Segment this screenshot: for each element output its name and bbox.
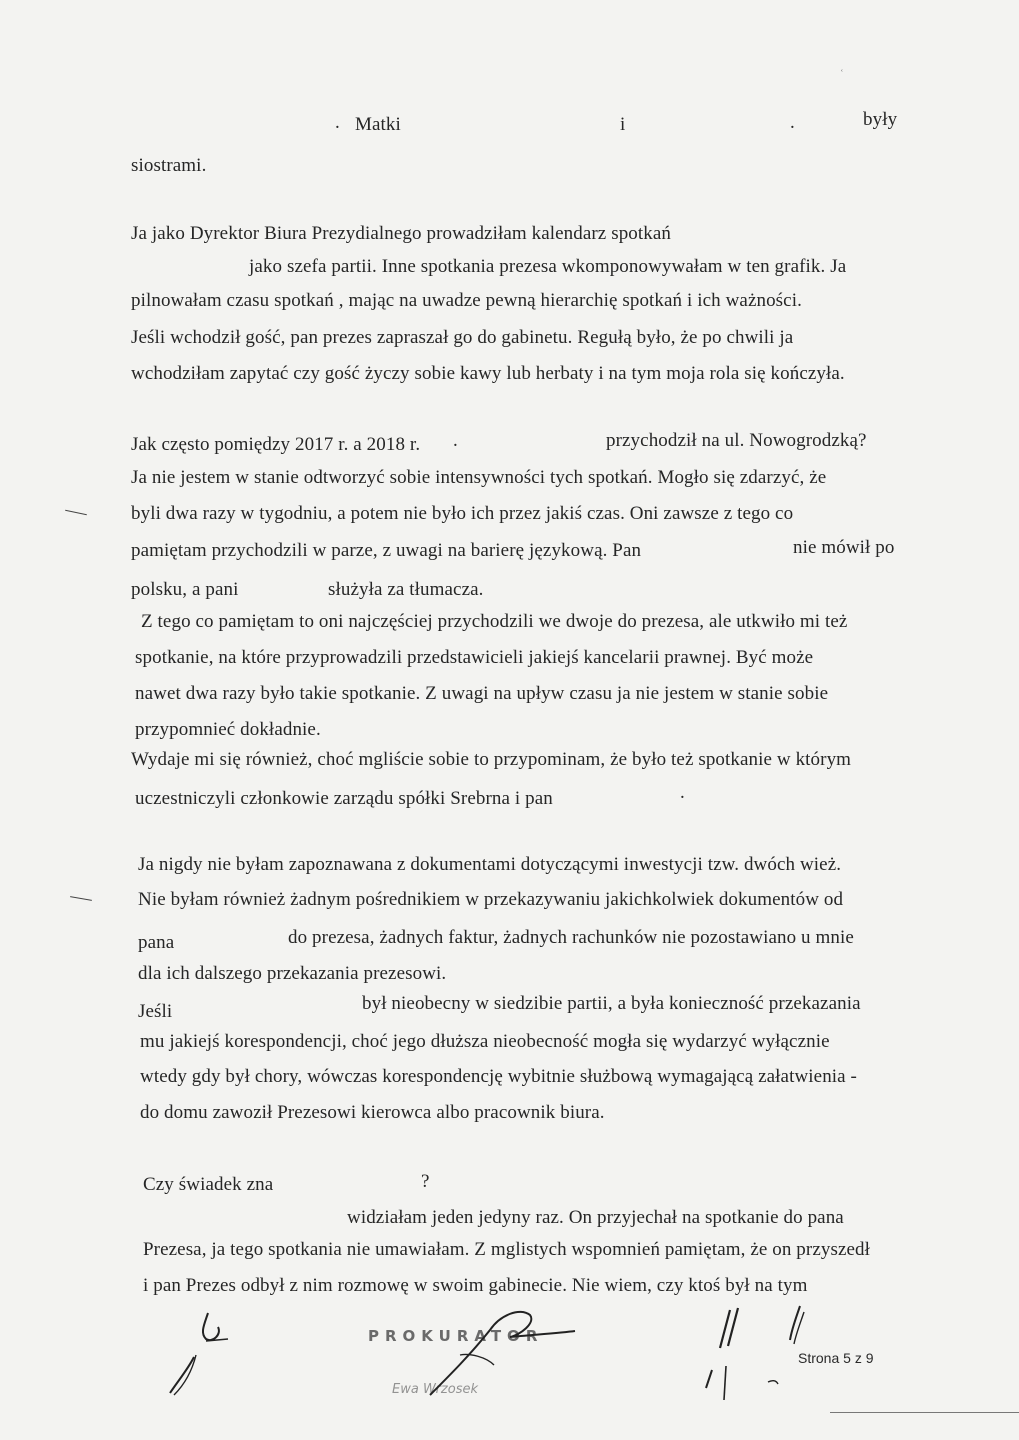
text-line: mu jakiejś korespondencji, choć jego dłuższa nieobecność mogła się wydarzyć wyłącznie [140,1031,830,1052]
text-line: i pan Prezes odbył z nim rozmowę w swoim gabinecie. Nie wiem, czy ktoś był na tym [143,1275,808,1296]
prosecutor-signature [370,1295,580,1405]
text-line: siostrami. [131,155,207,176]
text-line: Ja jako Dyrektor Biura Prezydialnego prowadziłam kalendarz spotkań [131,223,672,244]
text-line: Ja nie jestem w stanie odtworzyć sobie intensywności tych spotkań. Mogło się zdarzyć, że [131,467,827,488]
period-mark: . [790,112,795,133]
text-line: byli dwa razy w tygodniu, a potem nie było ich przez jakiś czas. Oni zawsze z tego co [131,503,794,524]
text-line: dla ich dalszego przekazania prezesowi. [138,963,447,984]
text-line: pilnowałam czasu spotkań , mając na uwadze pewną hierarchię spotkań i ich ważności. [131,290,802,311]
text-line: pamiętam przychodzili w parze, z uwagi na barierę językową. Pan [131,540,642,561]
text-line: Jeśli wchodził gość, pan prezes zapraszał go do gabinetu. Regułą było, że po chwili ja [131,327,794,348]
text-line: Jeśli [138,1001,173,1022]
question-line: ? [421,1171,430,1192]
prosecutor-stamp: PROKURATOR [368,1327,544,1345]
text-line: do domu zawoził Prezesowi kierowca albo pracownik biura. [140,1102,605,1123]
text-line: Prezesa, ja tego spotkania nie umawiałam. Z mglistych wspomnień pamiętam, że on przyszedł [143,1239,870,1260]
signature-right [700,1300,810,1410]
question-line: przychodził na ul. Nowogrodzką? [606,430,867,451]
text-line: do prezesa, żadnych faktur, żadnych rachunków nie pozostawiano u mnie [288,927,854,948]
text-line: Z tego co pamiętam to oni najczęściej przychodzili we dwoje do prezesa, ale utkwiło mi też [141,611,848,632]
bottom-rule [830,1412,1019,1413]
stray-mark: ʿ [840,68,844,80]
text-line: był nieobecny w siedzibie partii, a była konieczność przekazania [362,993,861,1014]
text-line: były [863,109,898,130]
text-line: Wydaje mi się również, choć mgliście sobie to przypominam, że było też spotkanie w którym [131,749,852,770]
period-mark: . [680,782,685,803]
page-number: Strona 5 z 9 [798,1350,874,1366]
question-line: Czy świadek zna [143,1174,274,1195]
text-line: wtedy gdy był chory, wówczas korespondencję wybitnie służbową wymagającą załatwienia - [140,1066,857,1087]
period-mark: . [335,112,340,133]
text-line: uczestniczyli członkowie zarządu spółki Srebrna i pan [135,788,553,809]
question-line: Jak często pomiędzy 2017 r. a 2018 r. [131,434,421,455]
text-line: jako szefa partii. Inne spotkania prezesa wkomponowywałam w ten grafik. Ja [249,256,847,277]
text-line: wchodziłam zapytać czy gość życzy sobie kawy lub herbaty i na tym moja rola się kończyła. [131,363,845,384]
text-line: i [620,114,626,135]
period-mark: . [453,430,458,451]
text-line: nawet dwa razy było takie spotkanie. Z uwagi na upływ czasu ja nie jestem w stanie sobie [135,683,829,704]
text-line: spotkanie, na które przyprowadzili przedstawicieli jakiejś kancelarii prawnej. Być może [135,647,814,668]
stamp-name: Ewa Wrzosek [392,1382,478,1397]
text-line: pana [138,932,175,953]
text-line: Ja nigdy nie byłam zapoznawana z dokumentami dotyczącymi inwestycji tzw. dwóch wież. [138,854,842,875]
margin-mark [70,896,92,901]
text-line: Nie byłam również żadnym pośrednikiem w przekazywaniu jakichkolwiek dokumentów od [138,889,844,910]
text-line: widziałam jeden jedyny raz. On przyjechał na spotkanie do pana [347,1207,844,1228]
margin-mark [65,510,87,516]
signature-left [160,1305,250,1405]
text-line: polsku, a pani [131,579,239,600]
text-line: służyła za tłumacza. [328,579,484,600]
text-line: przypomnieć dokładnie. [135,719,321,740]
text-line: nie mówił po [793,537,895,558]
text-line: Matki [355,114,401,135]
